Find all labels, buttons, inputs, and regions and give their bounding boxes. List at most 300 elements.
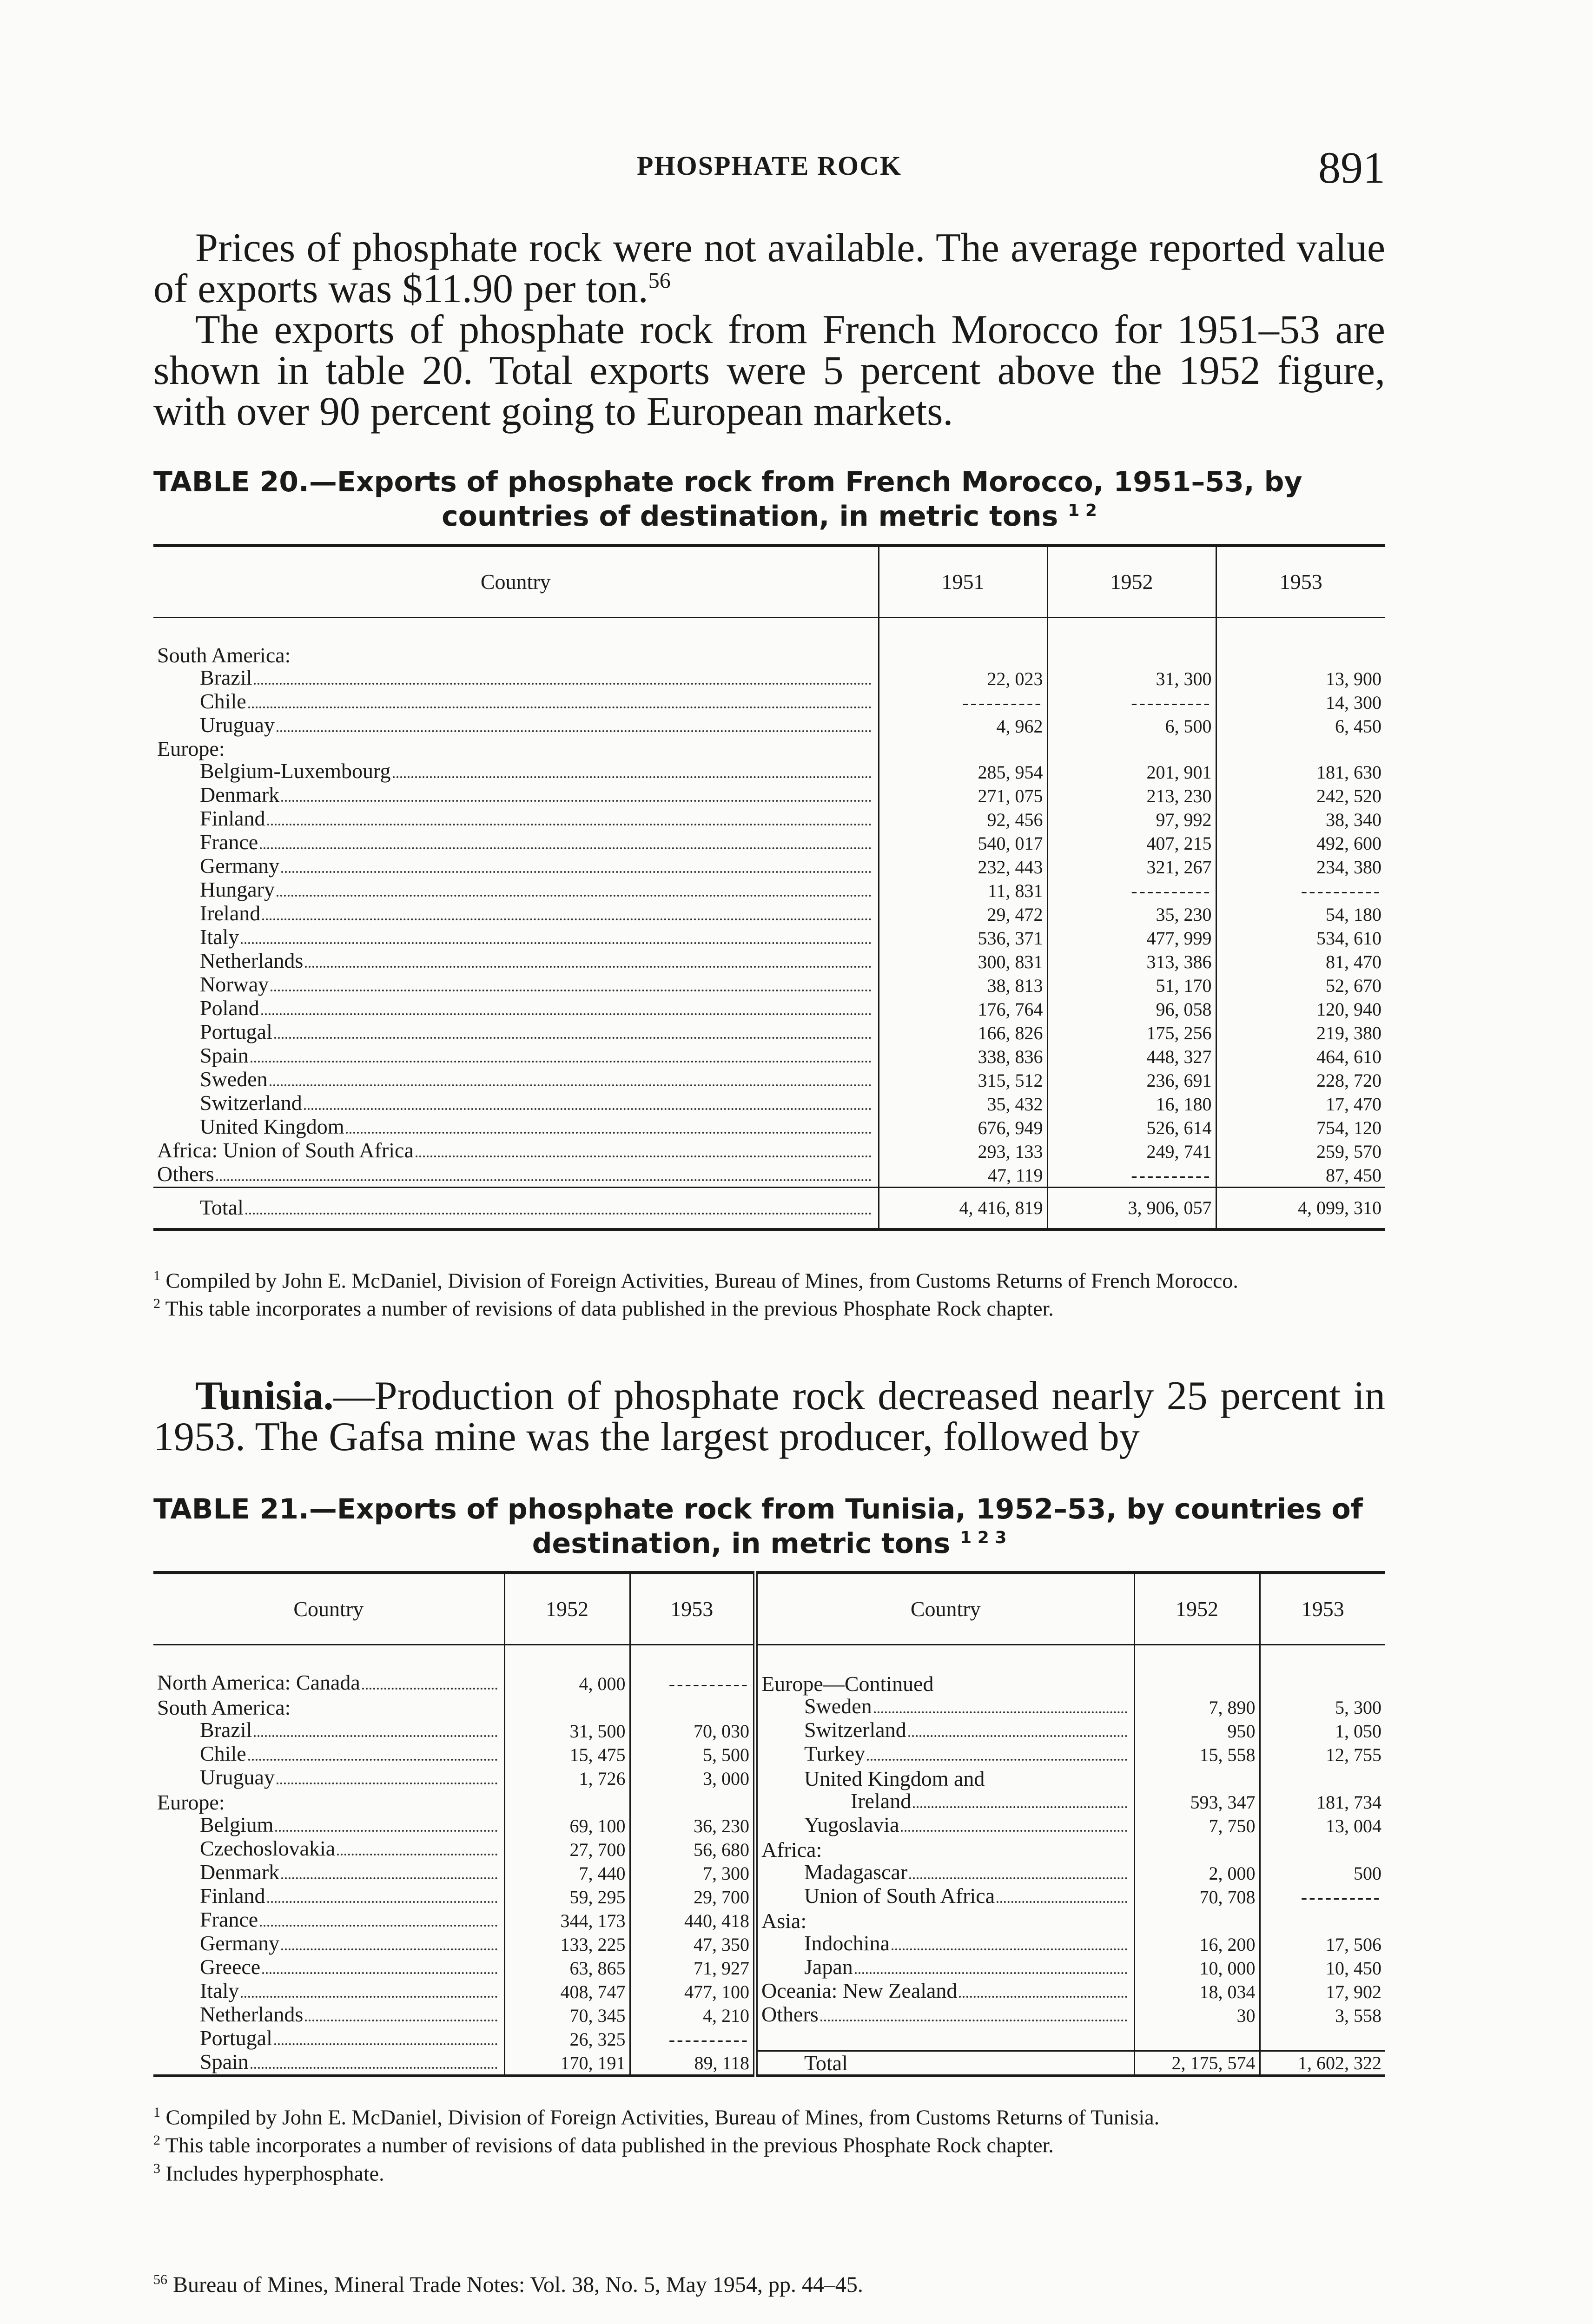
row-label: Hungary [153,878,879,902]
row-label: Netherlands [153,950,879,973]
leader-dots [867,1759,1127,1761]
table-row [153,667,1385,690]
value-cell: 448, 327 [1047,1044,1216,1068]
row-label: Belgium [153,1814,504,1837]
value-cell: ---------- [630,2027,755,2051]
value-cell: ---------- [1216,878,1385,902]
row-label: Africa: Union of South Africa [153,1139,879,1163]
value-cell: 2, 000 [1134,1861,1260,1885]
value-cell: 89, 118 [630,2051,755,2076]
value-cell [504,1790,630,1814]
row-label: Portugal [153,2027,504,2051]
row-label: Belgium-Luxembourg [153,760,879,784]
value-cell: 464, 610 [1216,1044,1385,1068]
table-row [153,926,1385,950]
table-row [153,1743,1385,1766]
value-cell: 54, 180 [1216,902,1385,926]
value-cell: 540, 017 [879,831,1047,855]
row-label: Europe: [157,1790,225,1814]
value-cell: 950 [1134,1719,1260,1743]
table-row [153,973,1385,997]
value-cell [1216,738,1385,760]
leader-dots [248,1759,497,1761]
value-cell: 181, 734 [1260,1790,1385,1814]
table-row [153,1814,1385,1837]
value-cell: 1, 050 [1260,1719,1385,1743]
leader-dots [305,966,871,968]
leader-dots [277,1783,497,1784]
table-row [153,878,1385,902]
row-label: Netherlands [153,2003,504,2027]
value-cell: 69, 100 [504,1814,630,1837]
value-cell: 18, 034 [1134,1980,1260,2003]
value-cell: 407, 215 [1047,831,1216,855]
footnote-ref: 56 [648,268,671,293]
value-cell: 313, 386 [1047,950,1216,973]
value-cell [504,1695,630,1719]
value-cell: 56, 680 [630,1837,755,1861]
value-cell: 26, 325 [504,2027,630,2051]
row-label: France [153,1908,504,1932]
leader-dots [261,1013,872,1015]
value-cell: 17, 902 [1260,1980,1385,2003]
table-row [153,1719,1385,1743]
value-cell: 38, 340 [1216,807,1385,831]
value-cell: 4, 210 [630,2003,755,2027]
value-cell: 15, 558 [1134,1743,1260,1766]
value-cell: 31, 500 [504,1719,630,1743]
value-cell: 87, 450 [1216,1163,1385,1188]
leader-dots [281,800,871,802]
value-cell: 31, 300 [1047,667,1216,690]
table20-caption: TABLE 20.—Exports of phosphate rock from French Morocco, 1951–53, by countries of destination, in metric tons $^{1 2}$ [153,466,1302,533]
value-cell: 16, 200 [1134,1932,1260,1956]
table-row [153,807,1385,831]
value-cell: 96, 058 [1047,997,1216,1021]
row-label: Brazil [153,667,879,690]
value-cell: 17, 470 [1216,1092,1385,1116]
column-header-1952: 1952 [1047,546,1216,618]
value-cell: 47, 350 [630,1932,755,1956]
value-cell: 6, 500 [1047,714,1216,738]
row-label [755,2027,1134,2051]
value-cell: 7, 440 [504,1861,630,1885]
row-label: Czechoslovakia [153,1837,504,1861]
value-cell: 4, 416, 819 [879,1188,1047,1230]
leader-dots [892,1948,1127,1950]
value-cell: ---------- [1047,1163,1216,1188]
value-cell: 11, 831 [879,878,1047,902]
value-cell: 321, 267 [1047,855,1216,878]
row-label: Asia: [755,1908,1134,1932]
row-label: Denmark [153,1861,504,1885]
value-cell [1134,2027,1260,2051]
value-cell [630,1790,755,1814]
leader-dots [909,1877,1127,1879]
leader-dots [262,918,871,920]
table-row [153,1790,1385,1814]
value-cell [1047,738,1216,760]
value-cell: 70, 345 [504,2003,630,2027]
row-label: Spain [153,2051,504,2076]
leader-dots [820,2020,1127,2021]
row-label: Switzerland [755,1719,1134,1743]
table-row [153,1932,1385,1956]
leader-dots [271,990,871,991]
table-row [153,2051,1385,2076]
value-cell: 3, 000 [630,1766,755,1790]
footnote: $^2$ This table incorporates a number of revisions of data published in the previous Phosphate Rock chapter. [153,1296,1054,1320]
value-cell [1134,1766,1260,1790]
value-cell: 6, 450 [1216,714,1385,738]
value-cell: 4, 099, 310 [1216,1188,1385,1230]
value-cell: 7, 750 [1134,1814,1260,1837]
table21-footnotes [153,2101,1385,2185]
value-cell [1134,1837,1260,1861]
leader-dots [241,1996,497,1998]
table-row [153,690,1385,714]
table-row [153,855,1385,878]
value-cell: 3, 558 [1260,2003,1385,2027]
leader-dots [251,1061,872,1063]
table-row [153,1695,1385,1719]
value-cell [1260,2027,1385,2051]
tunisia-paragraph: Tunisia.—Production of phosphate rock decreased nearly 25 percent in 1953. The Gafsa mine was the largest producer, followed by [153,1373,1385,1459]
leader-dots [362,1688,497,1690]
row-label: Finland [153,807,879,831]
value-cell: ---------- [1260,1885,1385,1908]
table-row [153,1116,1385,1139]
row-label: Indochina [755,1932,1134,1956]
row-label: Union of South Africa [755,1885,1134,1908]
value-cell [1134,1671,1260,1695]
value-cell: 92, 456 [879,807,1047,831]
value-cell: 2, 175, 574 [1134,2051,1260,2076]
row-label: Uruguay [153,714,879,738]
value-cell: 4, 000 [504,1671,630,1695]
leader-dots [281,1877,497,1879]
row-label: Sweden [755,1695,1134,1719]
value-cell: 492, 600 [1216,831,1385,855]
row-label: Europe—Continued [755,1671,1134,1695]
value-cell: 477, 100 [630,1980,755,2003]
leader-dots [260,1925,497,1927]
leader-dots [337,1854,497,1855]
value-cell: 228, 720 [1216,1068,1385,1092]
value-cell: 536, 371 [879,926,1047,950]
table-row [153,1139,1385,1163]
value-cell: 754, 120 [1216,1116,1385,1139]
row-label: Germany [153,1932,504,1956]
row-label: Others [755,2003,1134,2027]
running-title: PHOSPHATE ROCK [637,151,902,181]
row-label: Finland [153,1885,504,1908]
value-cell: 249, 741 [1047,1139,1216,1163]
table-row [153,784,1385,807]
value-cell: 534, 610 [1216,926,1385,950]
value-cell: 166, 826 [879,1021,1047,1044]
value-cell: 408, 747 [504,1980,630,2003]
table-row [153,644,1385,667]
table-row [153,1671,1385,1695]
row-label: Japan [755,1956,1134,1980]
leader-dots [277,730,872,732]
value-cell: 22, 023 [879,667,1047,690]
column-header-1952-left: 1952 [504,1573,630,1645]
table-row [153,1908,1385,1932]
value-cell: 176, 764 [879,997,1047,1021]
column-header-1951: 1951 [879,546,1047,618]
table21 [153,1571,1385,2077]
value-cell: 242, 520 [1216,784,1385,807]
table-row [153,1861,1385,1885]
value-cell: 5, 300 [1260,1695,1385,1719]
table-row [153,831,1385,855]
value-cell: 10, 450 [1260,1956,1385,1980]
row-label: Italy [153,1980,504,2003]
value-cell: 1, 726 [504,1766,630,1790]
table-row [153,902,1385,926]
leader-dots [216,1179,872,1181]
leader-dots [346,1132,871,1134]
leader-dots [304,1108,872,1110]
value-cell: 293, 133 [879,1139,1047,1163]
value-cell: 59, 295 [504,1885,630,1908]
value-cell: 170, 191 [504,2051,630,2076]
table-row [153,997,1385,1021]
value-cell: 12, 755 [1260,1743,1385,1766]
table-row [153,1068,1385,1092]
value-cell: 16, 180 [1047,1092,1216,1116]
row-label: South America: [157,1696,291,1719]
leader-dots [241,942,871,944]
leader-dots [274,1037,872,1039]
row-label: Others [153,1163,879,1188]
leader-dots [416,1155,872,1157]
leader-dots [254,683,871,685]
row-label: United Kingdom and [755,1766,1134,1790]
leader-dots [267,824,872,825]
runin-heading: Tunisia. [195,1373,334,1419]
table-row [153,760,1385,784]
row-label: Greece [153,1956,504,1980]
value-cell [1260,1908,1385,1932]
column-header-1953-left: 1953 [630,1573,755,1645]
leader-dots [855,1972,1127,1974]
row-label: Total [755,2051,1134,2076]
row-label: Europe: [157,737,225,760]
value-cell: 285, 954 [879,760,1047,784]
row-label: Germany [153,855,879,878]
value-cell: 3, 906, 057 [1047,1188,1216,1230]
value-cell [630,1695,755,1719]
row-label: Yugoslavia [755,1814,1134,1837]
value-cell: 259, 570 [1216,1139,1385,1163]
column-header-country: Country [153,546,879,618]
table-row [153,1092,1385,1116]
value-cell: 14, 300 [1216,690,1385,714]
value-cell: 70, 708 [1134,1885,1260,1908]
value-cell: 29, 472 [879,902,1047,926]
table21-body [153,1645,1385,2078]
leader-dots [277,895,872,897]
value-cell: 70, 030 [630,1719,755,1743]
row-label: Switzerland [153,1092,879,1116]
footnote: $^3$ Includes hyperphosphate. [153,2160,384,2185]
value-cell: 300, 831 [879,950,1047,973]
value-cell: 17, 506 [1260,1932,1385,1956]
value-cell: 63, 865 [504,1956,630,1980]
total-row [153,1188,1385,1230]
value-cell: ---------- [630,1671,755,1695]
column-header-1953-right: 1953 [1260,1573,1385,1645]
row-label: United Kingdom [153,1116,879,1139]
value-cell: 219, 380 [1216,1021,1385,1044]
value-cell: 213, 230 [1047,784,1216,807]
leader-dots [959,1996,1127,1998]
row-label: Turkey [755,1743,1134,1766]
table-row [153,1980,1385,2003]
column-header-country-right: Country [755,1573,1134,1645]
value-cell: 4, 962 [879,714,1047,738]
value-cell [1216,644,1385,667]
table-row [153,1956,1385,1980]
column-header-1953: 1953 [1216,546,1385,618]
table-row [153,1766,1385,1790]
value-cell: 7, 890 [1134,1695,1260,1719]
value-cell: 526, 614 [1047,1116,1216,1139]
leader-dots [908,1735,1127,1737]
value-cell: 133, 225 [504,1932,630,1956]
value-cell: 97, 992 [1047,807,1216,831]
column-header-1952-right: 1952 [1134,1573,1260,1645]
value-cell [1260,1671,1385,1695]
row-label: South America: [157,643,291,667]
value-cell: 500 [1260,1861,1385,1885]
table-row [153,950,1385,973]
value-cell: 676, 949 [879,1116,1047,1139]
leader-dots [281,1948,497,1950]
row-label: Italy [153,926,879,950]
value-cell [1047,644,1216,667]
value-cell: 27, 700 [504,1837,630,1861]
value-cell: 29, 700 [630,1885,755,1908]
table-row [153,1163,1385,1188]
column-header-country-left: Country [153,1573,504,1645]
table-row [153,714,1385,738]
table-row [153,738,1385,760]
value-cell: 10, 000 [1134,1956,1260,1980]
value-cell: 236, 691 [1047,1068,1216,1092]
value-cell: 338, 836 [879,1044,1047,1068]
value-cell [1260,1837,1385,1861]
row-label: Sweden [153,1068,879,1092]
row-label: Madagascar [755,1861,1134,1885]
value-cell: 593, 347 [1134,1790,1260,1814]
value-cell: 35, 230 [1047,902,1216,926]
value-cell: ---------- [1047,690,1216,714]
value-cell: 15, 475 [504,1743,630,1766]
value-cell: 181, 630 [1216,760,1385,784]
value-cell: 13, 900 [1216,667,1385,690]
value-cell: 175, 256 [1047,1021,1216,1044]
row-label: Ireland [755,1790,1134,1814]
leader-dots [997,1901,1127,1903]
row-label: Chile [153,1743,504,1766]
value-cell [1260,1766,1385,1790]
value-cell: 38, 813 [879,973,1047,997]
value-cell: ---------- [879,690,1047,714]
table-row [153,1837,1385,1861]
value-cell: 232, 443 [879,855,1047,878]
value-cell: 35, 432 [879,1092,1047,1116]
row-label: Denmark [153,784,879,807]
footnote: $^1$ Compiled by John E. McDaniel, Division of Foreign Activities, Bureau of Mines, from Customs Returns of French Morocco. [153,1268,1238,1293]
row-label: Total [153,1188,879,1230]
leader-dots [305,2020,497,2021]
value-cell: 344, 173 [504,1908,630,1932]
intro-paragraphs [153,225,1385,434]
running-header [153,142,1385,193]
leader-dots [251,2067,497,2069]
value-cell: 71, 927 [630,1956,755,1980]
table-row [153,1021,1385,1044]
value-cell: 1, 602, 322 [1260,2051,1385,2076]
value-cell: 47, 119 [879,1163,1047,1188]
value-cell: 7, 300 [630,1861,755,1885]
table-row [153,1885,1385,1908]
value-cell: 120, 940 [1216,997,1385,1021]
page-number: 891 [1318,143,1385,192]
row-label: Ireland [153,902,879,926]
leader-dots [275,1830,497,1832]
footnote: $^2$ This table incorporates a number of revisions of data published in the previous Phosphate Rock chapter. [153,2133,1054,2157]
value-cell: 51, 170 [1047,973,1216,997]
page-footnote-mark: 56 [153,2272,167,2287]
value-cell: 52, 670 [1216,973,1385,997]
table20-footnotes [153,1264,1385,1320]
leader-dots [254,1735,497,1737]
page-footnote [153,2268,1385,2297]
table20 [153,544,1385,1231]
row-label: Africa: [755,1837,1134,1861]
row-label: Norway [153,973,879,997]
value-cell: 5, 500 [630,1743,755,1766]
leader-dots [393,776,872,778]
table20-body [153,618,1385,1231]
leader-dots [913,1806,1127,1808]
leader-dots [262,1972,497,1974]
row-label: North America: Canada [153,1671,504,1695]
row-label: France [153,831,879,855]
value-cell: 271, 075 [879,784,1047,807]
row-label: Spain [153,1044,879,1068]
paragraph-prices: Prices of phosphate rock were not available. The average reported value of exports was $11.90 per ton.$^{56}$ [153,225,1385,311]
leader-dots [248,706,872,708]
paragraph-exports: The exports of phosphate rock from French Morocco for 1951–53 are shown in table 20. Total exports were 5 percent above the 1952 figure, with over 90 percent going to European markets. [153,307,1385,434]
table-row [153,2027,1385,2051]
value-cell: 477, 999 [1047,926,1216,950]
value-cell: 81, 470 [1216,950,1385,973]
row-label: Portugal [153,1021,879,1044]
value-cell [879,644,1047,667]
row-label: Oceania: New Zealand [755,1980,1134,2003]
row-label: Brazil [153,1719,504,1743]
leader-dots [260,847,871,849]
table-row [153,2003,1385,2027]
value-cell: 201, 901 [1047,760,1216,784]
leader-dots [281,871,871,873]
